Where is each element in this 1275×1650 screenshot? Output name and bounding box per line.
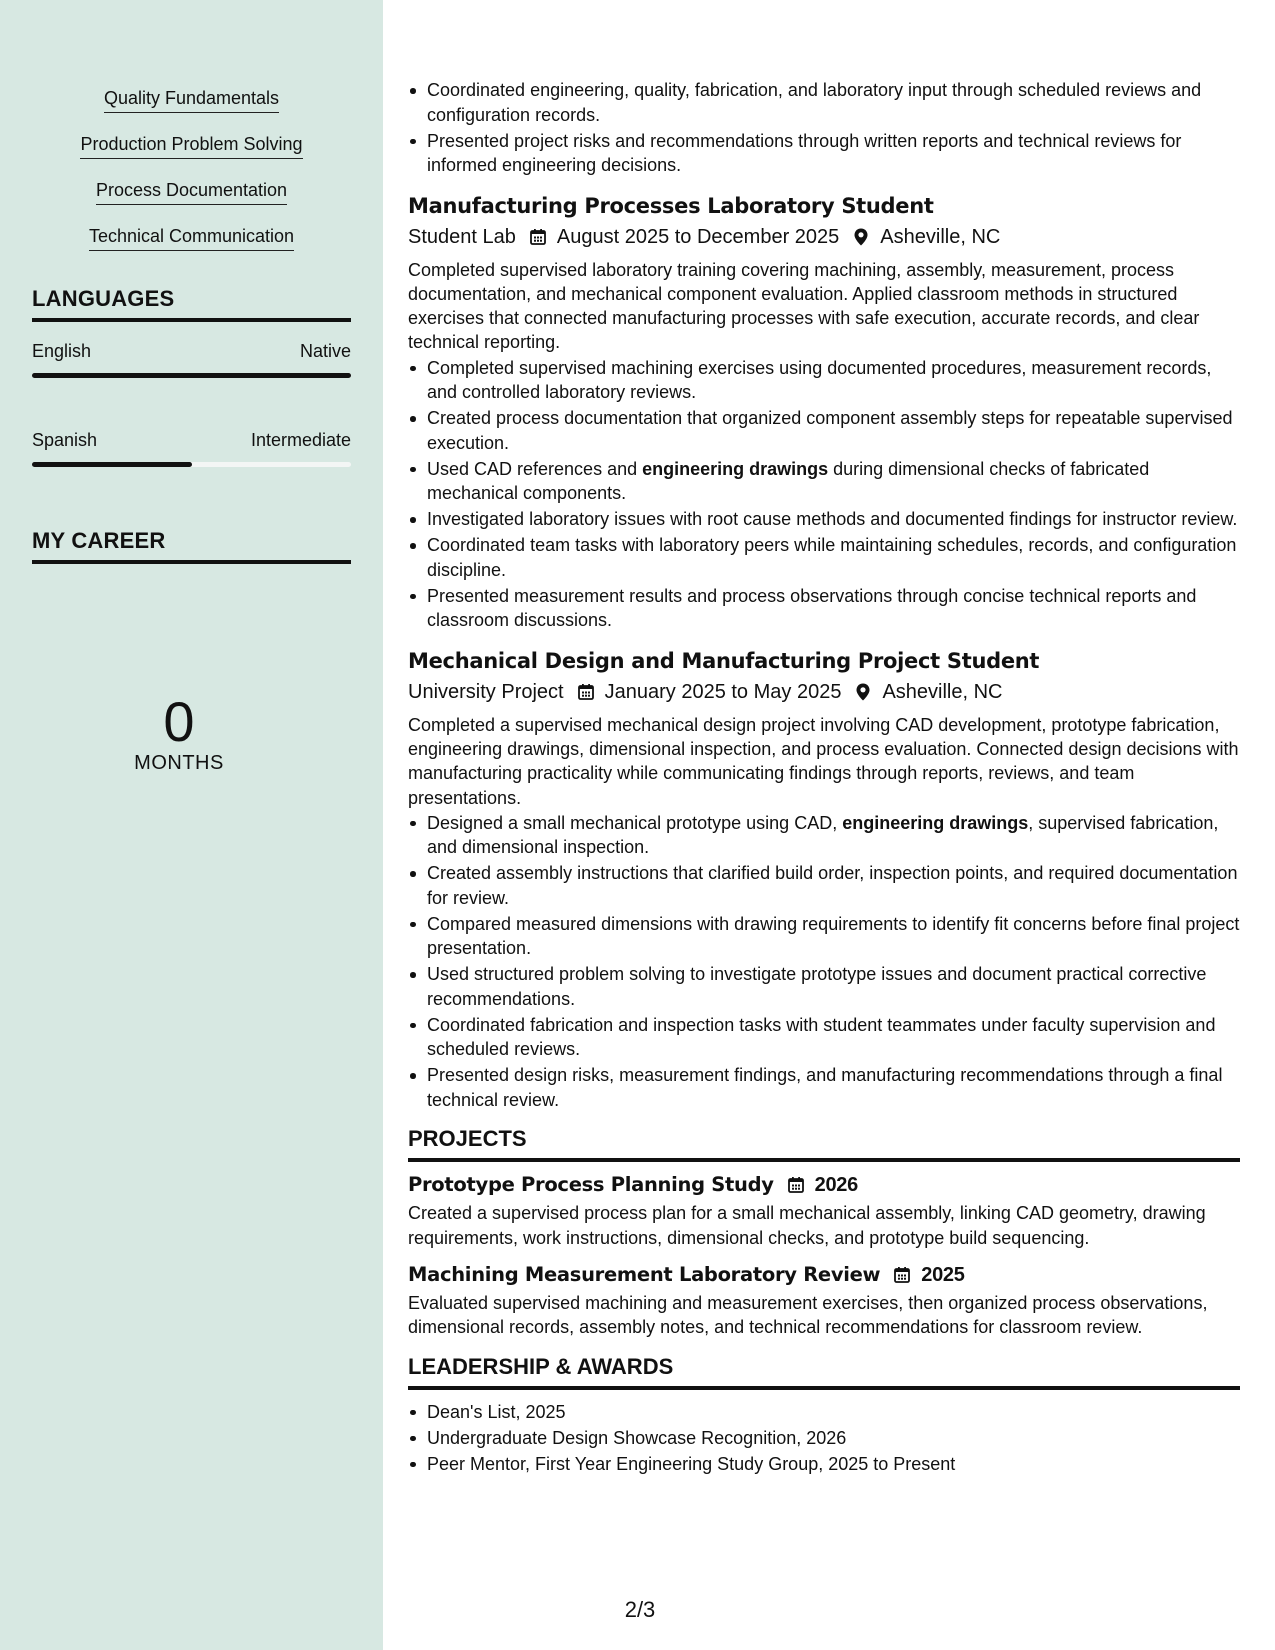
sidebar xyxy=(0,0,383,1650)
projects-heading: PROJECTS xyxy=(408,1126,1240,1162)
job-title: Manufacturing Processes Laboratory Student xyxy=(408,193,934,218)
project-title: Prototype Process Planning Study xyxy=(408,1173,774,1197)
job-entry xyxy=(408,192,1240,633)
list-item: Designed a small mechanical prototype using CAD, engineering drawings, supervised fabrication, and dimensional inspection. xyxy=(408,811,1240,860)
page-number: 2/3 xyxy=(624,1597,656,1622)
calendar-icon xyxy=(892,1265,912,1285)
list-item: Dean's List, 2025 xyxy=(408,1400,1240,1425)
list-item: Used CAD references and engineering drawings during dimensional checks of fabricated mechanical components. xyxy=(408,457,1240,506)
job-org: Student Lab xyxy=(408,225,516,248)
language-proficiency-bar xyxy=(32,373,351,378)
language-item xyxy=(32,428,351,467)
skill-link[interactable]: Technical Communication xyxy=(89,224,294,251)
project-entry xyxy=(408,1262,1240,1340)
project-title-row xyxy=(408,1262,1240,1288)
project-title-row xyxy=(408,1172,1240,1198)
list-item: Presented design risks, measurement findings, and manufacturing recommendations through a final technical review. xyxy=(408,1063,1240,1112)
calendar-icon xyxy=(786,1175,806,1195)
job-title: Mechanical Design and Manufacturing Project Student xyxy=(408,648,1040,673)
map-pin-icon xyxy=(853,682,873,702)
list-item: Coordinated engineering, quality, fabrication, and laboratory input through scheduled reviews and configuration records. xyxy=(408,78,1240,127)
career-heading: MY CAREER xyxy=(32,528,351,564)
job-location: Asheville, NC xyxy=(880,225,1001,248)
language-proficiency-fill xyxy=(32,462,192,467)
job-description: Completed supervised laboratory training covering machining, assembly, measurement, process documentation, and mechanical component evaluation. Applied classroom methods in structured exercises that connected manufacturing processes with safe execution, accurate records, and clear technical reporting. xyxy=(408,259,1200,353)
skill-link[interactable]: Production Problem Solving xyxy=(80,132,302,159)
keyword: engineering drawings xyxy=(842,812,1029,833)
list-item: Presented measurement results and process observations through concise technical reports and classroom discussions. xyxy=(408,584,1240,633)
list-item: Coordinated team tasks with laboratory peers while maintaining schedules, records, and configuration discipline. xyxy=(408,533,1240,582)
project-entry xyxy=(408,1172,1240,1250)
keyword: engineering drawings xyxy=(642,458,829,479)
lead-bullet-list xyxy=(408,78,1240,178)
job-meta xyxy=(408,223,1240,251)
language-proficiency-bar xyxy=(32,462,351,467)
language-name: Spanish xyxy=(32,430,98,450)
job-entry xyxy=(408,647,1240,1113)
skill-link[interactable]: Quality Fundamentals xyxy=(104,86,279,113)
awards-list xyxy=(408,1400,1240,1477)
skill-link[interactable]: Process Documentation xyxy=(96,178,287,205)
calendar-icon xyxy=(576,682,596,702)
project-year: 2025 xyxy=(921,1263,965,1286)
project-description: Evaluated supervised machining and measurement exercises, then organized process observations, dimensional records, assembly notes, and technical recommendations for classroom review. xyxy=(408,1292,1208,1338)
list-item: Undergraduate Design Showcase Recognition, 2026 xyxy=(408,1426,1240,1451)
job-bullet-list xyxy=(408,811,1240,1113)
job-dates: August 2025 to December 2025 xyxy=(556,225,840,248)
project-year: 2026 xyxy=(814,1174,858,1197)
career-value: 0 xyxy=(163,690,195,753)
language-level: Intermediate xyxy=(250,430,351,450)
career-unit: MONTHS xyxy=(134,752,224,774)
skills-list xyxy=(0,86,383,270)
awards-heading: LEADERSHIP & AWARDS xyxy=(408,1354,1240,1390)
list-item: Coordinated fabrication and inspection tasks with student teammates under faculty supervision and scheduled reviews. xyxy=(408,1013,1240,1062)
language-item xyxy=(32,339,351,378)
map-pin-icon xyxy=(851,227,871,247)
languages-heading: LANGUAGES xyxy=(32,286,351,322)
project-title: Machining Measurement Laboratory Review xyxy=(408,1262,881,1286)
job-bullet-list xyxy=(408,356,1240,633)
job-location: Asheville, NC xyxy=(882,680,1003,703)
list-item: Investigated laboratory issues with root cause methods and documented findings for instructor review. xyxy=(408,507,1240,532)
list-item: Created process documentation that organized component assembly steps for repeatable supervised execution. xyxy=(408,406,1240,455)
language-proficiency-fill xyxy=(32,373,351,378)
calendar-icon xyxy=(528,227,548,247)
language-name: English xyxy=(32,341,92,361)
job-dates: January 2025 to May 2025 xyxy=(604,680,842,703)
list-item: Compared measured dimensions with drawing requirements to identify fit concerns before final project presentation. xyxy=(408,912,1240,961)
language-level: Native xyxy=(299,341,351,361)
list-item: Completed supervised machining exercises using documented procedures, measurement records, and controlled laboratory reviews. xyxy=(408,356,1240,405)
list-item: Used structured problem solving to investigate prototype issues and document practical corrective recommendations. xyxy=(408,962,1240,1011)
project-description: Created a supervised process plan for a small mechanical assembly, linking CAD geometry, drawing requirements, work instructions, dimensional checks, and prototype build sequencing. xyxy=(408,1203,1206,1248)
main-content xyxy=(408,78,1240,1478)
list-item: Presented project risks and recommendations through written reports and technical reviews for informed engineering decisions. xyxy=(408,129,1240,178)
job-org: University Project xyxy=(408,680,564,703)
job-description: Completed a supervised mechanical design project involving CAD development, prototype fabrication, engineering drawings, dimensional inspection, and process evaluation. Connected design decisions with manufacturing practicality while communicating findings through reports, reviews, and team presentations. xyxy=(408,714,1239,808)
job-meta xyxy=(408,678,1240,706)
list-item: Created assembly instructions that clarified build order, inspection points, and required documentation for review. xyxy=(408,861,1240,910)
list-item: Peer Mentor, First Year Engineering Study Group, 2025 to Present xyxy=(408,1452,1240,1477)
